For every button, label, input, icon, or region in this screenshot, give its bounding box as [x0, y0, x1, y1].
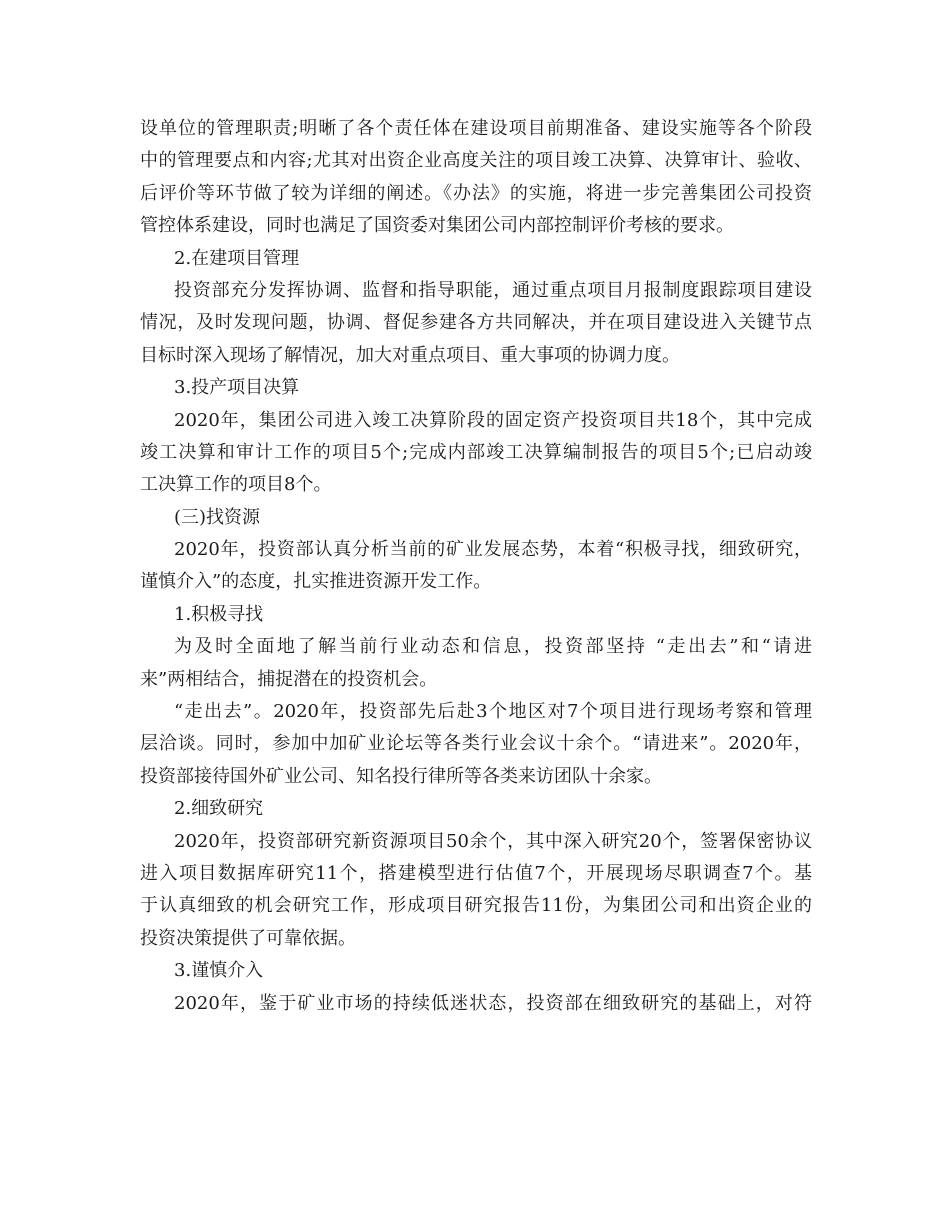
- paragraph-line: 设单位的管理职责;明晰了各个责任体在建设项目前期准备、建设实施等各个阶段: [140, 118, 812, 139]
- paragraph-line: 2020年，投资部认真分析当前的矿业发展态势，本着“积极寻找，细致研究，: [174, 539, 812, 561]
- paragraph-line: 进入项目数据库研究11个，搭建模型进行估值7个，开展现场尽职调查7个。基: [140, 862, 812, 884]
- paragraph-line: 2020年，集团公司进入竣工决算阶段的固定资产投资项目共18个，其中完成: [174, 409, 812, 431]
- paragraph-line: 情况，及时发现问题，协调、督促参建各方共同解决，并在项目建设进入关键节点: [140, 312, 812, 334]
- paragraph-line: 管控体系建设，同时也满足了国资委对集团公司内部控制评价考核的要求。: [140, 215, 734, 237]
- section-heading: 2.细致研究: [174, 798, 264, 820]
- paragraph-line: 竣工决算和审计工作的项目5个;完成内部竣工决算编制报告的项目5个;已启动竣: [140, 441, 812, 463]
- section-heading: 3.投产项目决算: [174, 377, 300, 399]
- section-heading: 2.在建项目管理: [174, 247, 300, 269]
- paragraph-line: 投资决策提供了可靠依据。: [140, 927, 356, 949]
- paragraph-line: 为及时全面地了解当前行业动态和信息，投资部坚持 “走出去”和“请进: [174, 636, 812, 658]
- paragraph-line: 工决算工作的项目8个。: [140, 474, 332, 496]
- paragraph-line: 2020年，鉴于矿业市场的持续低迷状态，投资部在细致研究的基础上，对符: [174, 992, 812, 1014]
- paragraph-line: 投资部接待国外矿业公司、知名投行律所等各类来访团队十余家。: [140, 765, 662, 787]
- paragraph-line: 2020年，投资部研究新资源项目50余个，其中深入研究20个，签署保密协议: [174, 830, 812, 852]
- paragraph-line: “走出去”。2020年，投资部先后赴3个地区对7个项目进行现场考察和管理: [174, 701, 812, 723]
- section-heading: (三)找资源: [174, 506, 261, 528]
- paragraph-line: 于认真细致的机会研究工作，形成项目研究报告11份，为集团公司和出资企业的: [140, 895, 812, 917]
- paragraph-line: 后评价等环节做了较为详细的阐述。《办法》的实施，将进一步完善集团公司投资: [140, 182, 812, 204]
- paragraph-line: 来”两相结合，捕捉潜在的投资机会。: [140, 668, 438, 690]
- paragraph-line: 层洽谈。同时，参加中加矿业论坛等各类行业会议十余个。“请进来”。2020年，: [140, 733, 812, 755]
- section-heading: 3.谨慎介入: [174, 960, 264, 982]
- paragraph-line: 目标时深入现场了解情况，加大对重点项目、重大事项的协调力度。: [140, 344, 680, 366]
- paragraph-line: 中的管理要点和内容;尤其对出资企业高度关注的项目竣工决算、决算审计、验收、: [140, 150, 812, 172]
- document-body: [140, 113, 812, 1020]
- paragraph-line: 谨慎介入”的态度，扎实推进资源开发工作。: [140, 571, 492, 593]
- paragraph-line: 投资部充分发挥协调、监督和指导职能，通过重点项目月报制度跟踪项目建设: [174, 279, 812, 301]
- section-heading: 1.积极寻找: [174, 603, 264, 625]
